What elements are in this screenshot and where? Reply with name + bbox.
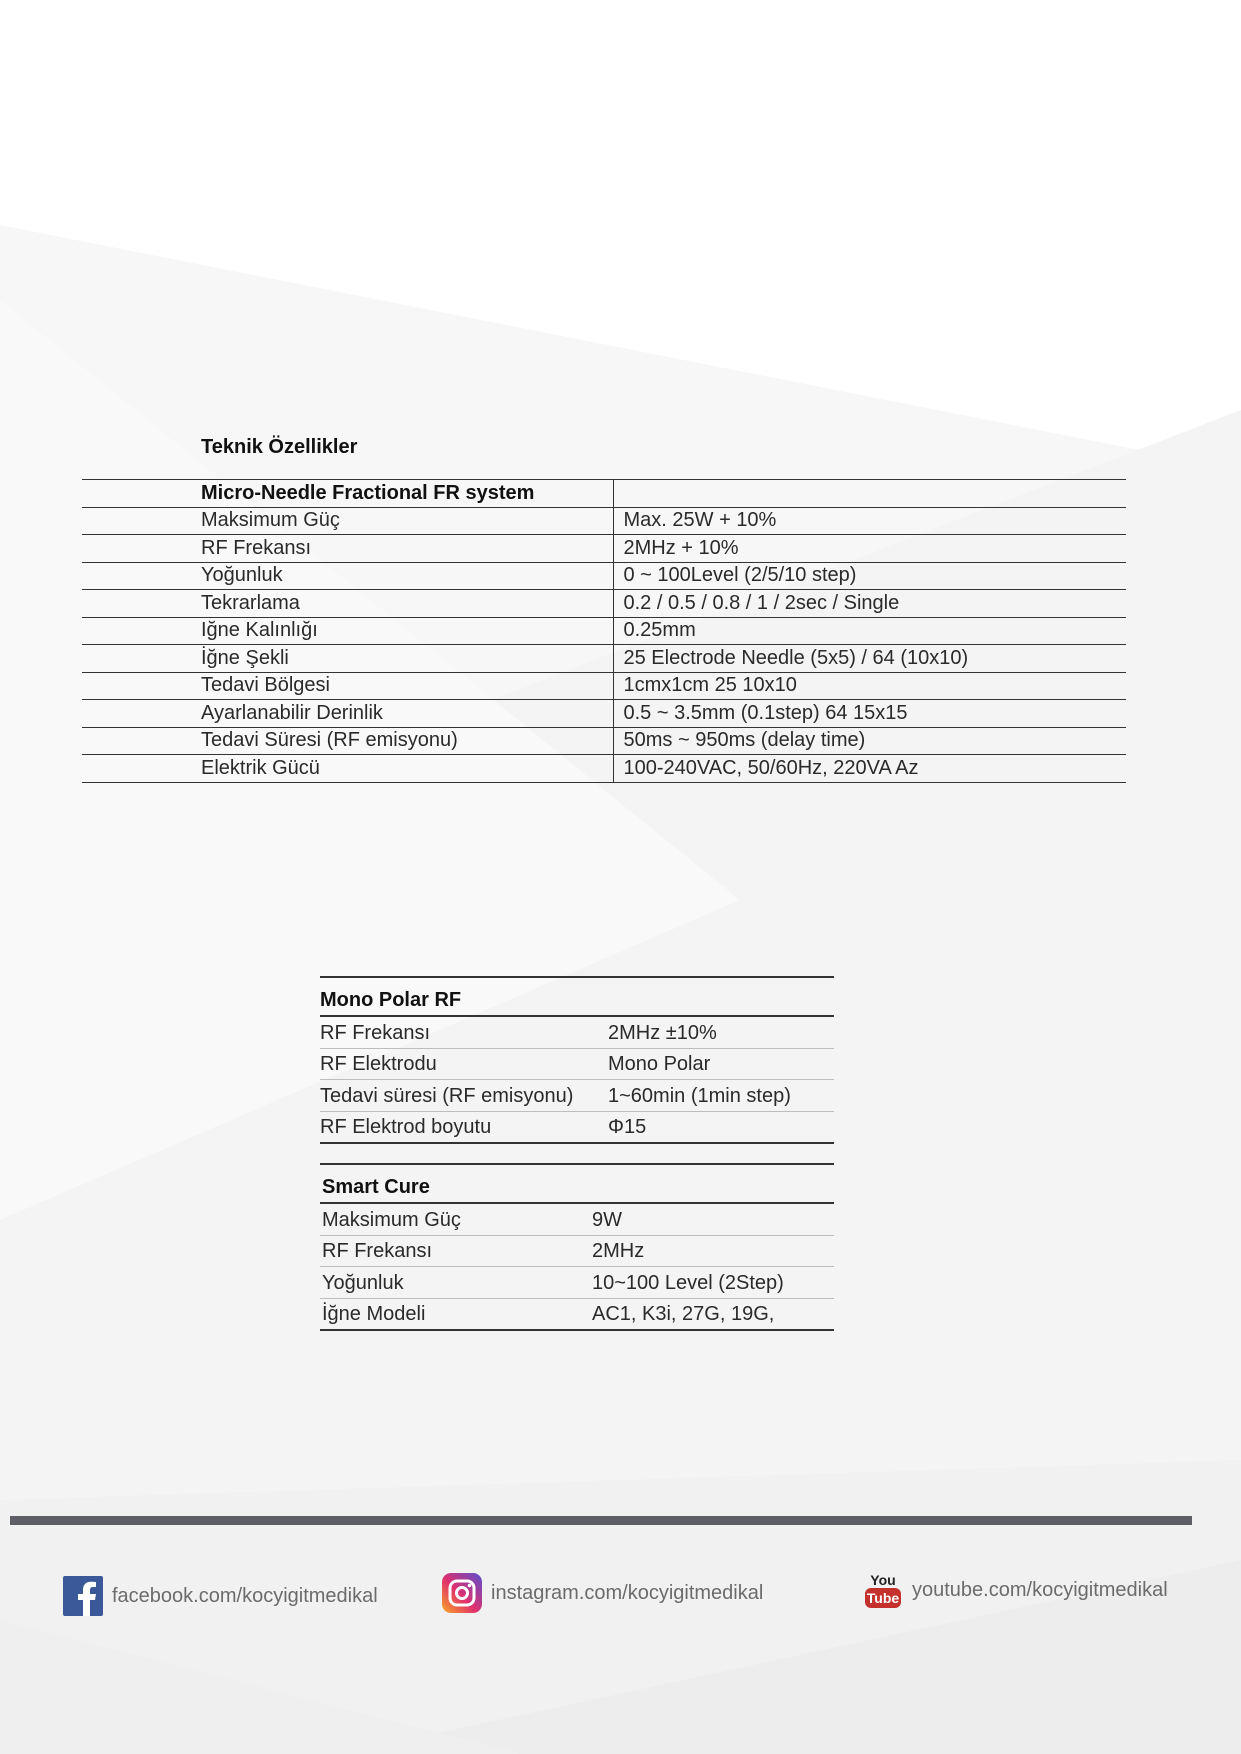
table-row bbox=[320, 1298, 834, 1330]
table-row bbox=[82, 535, 1126, 563]
page-title: Teknik Özellikler bbox=[201, 436, 358, 458]
row-label: Yoğunluk bbox=[82, 562, 613, 590]
table-row bbox=[320, 1016, 834, 1048]
row-label: RF Frekansı bbox=[320, 1016, 608, 1048]
table-row bbox=[82, 562, 1126, 590]
row-value: 0.5 ~ 3.5mm (0.1step) 64 15x15 bbox=[613, 700, 1126, 728]
row-label: Ayarlanabilir Derinlik bbox=[82, 700, 613, 728]
row-label: Yoğunluk bbox=[320, 1267, 592, 1299]
table-header-label: Micro-Needle Fractional FR system bbox=[82, 480, 613, 508]
row-label: Maksimum Güç bbox=[320, 1203, 592, 1235]
youtube-link[interactable] bbox=[863, 1570, 1168, 1610]
row-value: AC1, K3i, 27G, 19G, bbox=[592, 1298, 834, 1330]
row-value: 2MHz bbox=[592, 1235, 834, 1267]
table-row bbox=[320, 1080, 834, 1112]
row-label: RF Frekansı bbox=[320, 1235, 592, 1267]
spec-table bbox=[82, 479, 1126, 783]
table-row bbox=[82, 617, 1126, 645]
row-value: 9W bbox=[592, 1203, 834, 1235]
table-row bbox=[82, 727, 1126, 755]
facebook-link[interactable] bbox=[63, 1576, 378, 1616]
youtube-logo-bottom-text: Tube bbox=[866, 1590, 900, 1606]
row-value: 10~100 Level (2Step) bbox=[592, 1267, 834, 1299]
table-row bbox=[82, 755, 1126, 783]
row-label: Elektrik Gücü bbox=[82, 755, 613, 783]
table-row bbox=[320, 1111, 834, 1143]
row-value: 50ms ~ 950ms (delay time) bbox=[613, 727, 1126, 755]
row-label: Maksimum Güç bbox=[82, 507, 613, 535]
smart-cure-header-row bbox=[320, 1164, 834, 1203]
row-value: 1~60min (1min step) bbox=[608, 1080, 834, 1112]
youtube-url: youtube.com/kocyigitmedikal bbox=[912, 1578, 1168, 1601]
table-row bbox=[82, 507, 1126, 535]
table-row bbox=[82, 700, 1126, 728]
row-value: 0.2 / 0.5 / 0.8 / 1 / 2sec / Single bbox=[613, 590, 1126, 618]
smart-cure-header: Smart Cure bbox=[320, 1164, 834, 1203]
row-label: Iğne Kalınlığı bbox=[82, 617, 613, 645]
row-label: Tedavi Bölgesi bbox=[82, 672, 613, 700]
smart-cure-table bbox=[320, 1163, 834, 1331]
table-header-row bbox=[82, 480, 1126, 508]
table-row bbox=[320, 1048, 834, 1080]
row-label: Tedavi Süresi (RF emisyonu) bbox=[82, 727, 613, 755]
row-value: 1cmx1cm 25 10x10 bbox=[613, 672, 1126, 700]
row-value: Φ15 bbox=[608, 1111, 834, 1143]
row-value: Mono Polar bbox=[608, 1048, 834, 1080]
mono-polar-header: Mono Polar RF bbox=[320, 977, 834, 1016]
row-label: Tedavi süresi (RF emisyonu) bbox=[320, 1080, 608, 1112]
table-row bbox=[82, 645, 1126, 673]
row-value: 0 ~ 100Level (2/5/10 step) bbox=[613, 562, 1126, 590]
row-value: 2MHz ±10% bbox=[608, 1016, 834, 1048]
youtube-icon bbox=[863, 1570, 903, 1610]
row-value: Max. 25W + 10% bbox=[613, 507, 1126, 535]
youtube-logo-top-text: You bbox=[870, 1572, 896, 1588]
row-label: Tekrarlama bbox=[82, 590, 613, 618]
row-label: İğne Modeli bbox=[320, 1298, 592, 1330]
row-value: 100-240VAC, 50/60Hz, 220VA Az bbox=[613, 755, 1126, 783]
table-row bbox=[320, 1203, 834, 1235]
table-row bbox=[320, 1267, 834, 1299]
row-value: 0.25mm bbox=[613, 617, 1126, 645]
facebook-icon bbox=[63, 1576, 103, 1616]
table-row bbox=[82, 672, 1126, 700]
row-value: 2MHz + 10% bbox=[613, 535, 1126, 563]
table-row bbox=[320, 1235, 834, 1267]
mono-polar-table bbox=[320, 976, 834, 1144]
row-label: RF Elektrodu bbox=[320, 1048, 608, 1080]
table-header-value bbox=[613, 480, 1126, 508]
row-label: İğne Şekli bbox=[82, 645, 613, 673]
table-row bbox=[82, 590, 1126, 618]
facebook-url: facebook.com/kocyigitmedikal bbox=[112, 1584, 378, 1607]
row-label: RF Elektrod boyutu bbox=[320, 1111, 608, 1143]
instagram-link[interactable] bbox=[442, 1573, 763, 1613]
row-value: 25 Electrode Needle (5x5) / 64 (10x10) bbox=[613, 645, 1126, 673]
instagram-url: instagram.com/kocyigitmedikal bbox=[491, 1581, 764, 1604]
row-label: RF Frekansı bbox=[82, 535, 613, 563]
instagram-icon bbox=[442, 1573, 482, 1613]
mono-polar-header-row bbox=[320, 977, 834, 1016]
footer-divider bbox=[10, 1516, 1192, 1525]
